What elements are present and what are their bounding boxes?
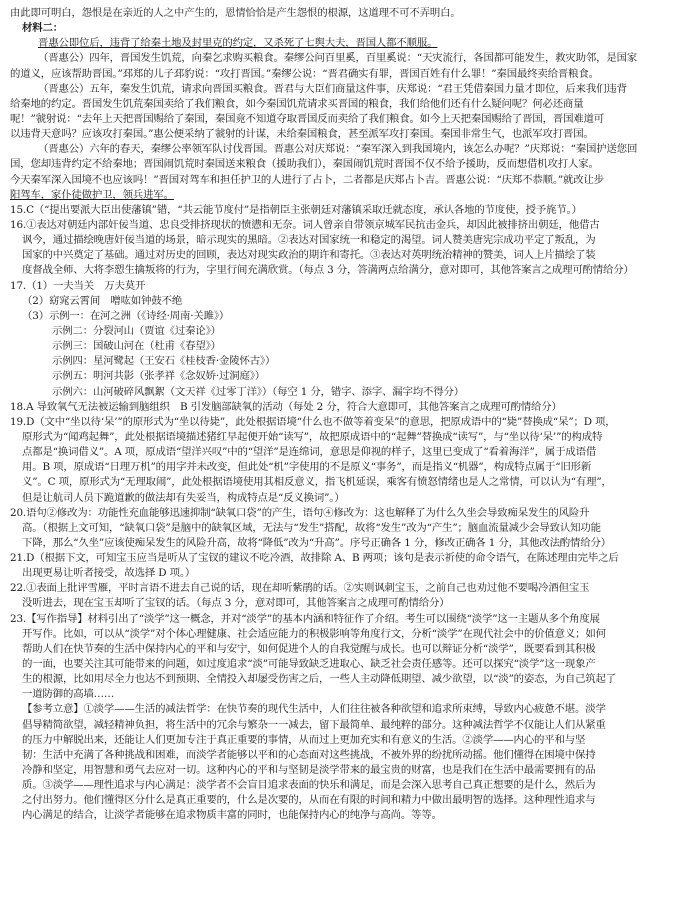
text-line: 呢！”虢射说：“去年上天把晋国赐给了秦国，秦国竟不知道夺取晋国反而卖给了我们粮食。如今上天把秦国赐给了晋国，晋国难道可 xyxy=(10,112,605,125)
section-heading: 材料二： xyxy=(22,22,63,35)
text-line: 但是让航司人员下跪道歉的做法却有失妥当，构成特点是“反义换词”。） xyxy=(22,491,345,504)
answer-19: 19.D（文中“坐以待‘呆’”的原形式为“坐以待毙”，此处根据语境“什么也不做等着变呆”的意思，把原成语中的“毙”替换成“呆”；D 项， xyxy=(10,415,616,428)
text-line: 的一面，也要关注其可能带来的问题，如过度追求“淡”可能导致缺乏进取心、缺乏社会责任感等。还可以探究“淡学”这一现象产 xyxy=(22,658,596,671)
text-line: 内心满足的结合，让淡学者能够在追求物质丰富的同时，也能保持内心的纯净与高尚。等等。 xyxy=(22,809,442,822)
text-line: 点都是“换词借义”。A 项，原成语“望洋兴叹”中的“望洋”是连绵词，意思是仰视的样子，这里已变成了“看着海洋”，属于成语借 xyxy=(22,446,597,459)
text-line: 示例三：国破山河在（杜甫《春望》） xyxy=(52,340,221,353)
text-line: 【参考立意】①淡学——生活的减法哲学：在快节奏的现代生活中，人们往往被各种欲望和追求所束缚，导致内心疲惫不堪。淡学 xyxy=(22,703,606,716)
text-line: 高。（根据上文可知，“缺氧口袋”是脑中的缺氧区域，无法与“发生”搭配，故将“发生”改为“产生”；脑血流量减少会导致认知功能 xyxy=(22,521,601,534)
text-line: 质。③淡学——理性追求与内心满足：淡学者不会盲目追求表面的快乐和满足，而是会深入思考自己真正想要的是什么，然后为 xyxy=(22,779,596,792)
text-line: 国，您却违背约定不给秦地；晋国闹饥荒时秦国送来粮食（援助我们），秦国闹饥荒时晋国不仅不给予援助，反而想借机攻打人家。 xyxy=(10,158,599,171)
text-line: 下降，那么“久坐”应该使痴呆发生的风险升高，故将“降低”改为“升高”。序号正确各 1 分，修改正确各 1 分，其他改法酌情给分） xyxy=(22,536,612,549)
text-line: 帮助人们在快节奏的生活中保持内心的平和与安宁，如何促进个人的自我觉醒与成长。也可以辩证分析“淡学”，既要看到其积极 xyxy=(22,642,596,655)
text-line: 原形式为“闻鸡起舞”，此处根据语境描述猪红早起便开始“读写”，故把原成语中的“起舞”替换成“读写”，与“坐以待‘呆’”的构成特 xyxy=(22,430,603,443)
answer-23: 23.【写作指导】材料引出了“淡学”这一概念，并对“淡学”的基本内涵和特征作了介绍。考生可以围绕“淡学”这一主题从多个角度展 xyxy=(10,612,600,625)
text-line xyxy=(10,188,683,203)
text-line xyxy=(10,36,683,51)
text-line: 由此即可明白，怨恨是在亲近的人之中产生的，恩情恰恰是产生怨恨的根源，这道理不可不弄明白。 xyxy=(10,7,461,19)
answer-20: 20.语句②修改为：功能性充血能够迅速抑制“缺氧口袋”的产生，语句④修改为：这也解释了为什么久坐会导致痴呆发生的风险升 xyxy=(10,506,590,519)
text-line: 没听进去，现在宝玉却听了宝钗的话。（每点 3 分，意对即可，其他答案言之成理可酌情给分） xyxy=(22,597,450,610)
answer-22: 22.①表面上批评雪雁，平时言语不进去自己说的话，现在却听紫鹃的话。②实则讽刺宝玉，之前自己也劝过他不要喝冷酒但宝玉 xyxy=(10,582,590,595)
underlined-text: 阳驾车，家仆徒做护卫，领兵进军。 xyxy=(10,188,174,201)
text-line: 讽今，通过描绘晚唐奸佞当道的场景，暗示现实的黑暗。②表达对国家统一和稳定的渴望。词人赞美唐宪宗成功平定了叛乱，为 xyxy=(22,234,596,247)
text-line: 之付出努力。他们懂得区分什么是真正重要的，什么是次要的，从而在有限的时间和精力中做出最明智的选择。这种理性追求与 xyxy=(22,794,596,807)
text-line: 给秦地的约定。晋国发生饥荒秦国卖给了我们粮食，如今秦国饥荒请求买晋国的粮食，我们给他们还有什么疑问呢？何必还商量 xyxy=(10,97,584,110)
text-line: 开写作。比如，可以从“淡学”对个体心理健康、社会适应能力的积极影响等角度行文，分析“淡学”在现代社会中的价值意义；如何 xyxy=(22,627,606,640)
text-line: （3）示例一：在河之洲（《诗经·周南·关雎》） xyxy=(22,309,230,322)
text-line: 出现更易让听者接受，故选择 D 项。） xyxy=(22,567,196,580)
text-line: 以违背天意吗？应该攻打秦国。”惠公便采纳了虢射的计谋，未给秦国粮食，甚至派军攻打秦国。秦国非常生气，也派军攻打晋国。 xyxy=(10,128,594,141)
text-line: 的道义，应该帮助晋国。”邳郑的儿子邳豹说：“攻打晋国。”秦缪公说：“晋君确实有罪，晋国百姓有什么罪！”秦国最终卖给晋粮食。 xyxy=(10,67,599,80)
underlined-text: 晋惠公即位后，违背了给秦土地及封里克的约定，又杀死了七舆大夫，晋国人都不顺服。 xyxy=(38,37,438,50)
text-line: 示例五：明河共影（张孝祥《念奴娇·过洞庭》） xyxy=(52,370,266,383)
text-line: 国家的中兴奠定了基础。通过对历史的回顾，表达对现实政治的期许和寄托。③表达对英明统治精神的赞美，词人上片描绘了装 xyxy=(22,249,596,262)
text-line: （晋惠公）六年的春天，秦缪公率领军队讨伐晋国。晋惠公对庆郑说：“秦军深入到我国境内，该怎么办呢？”庆郑说：“秦国护送您回 xyxy=(38,143,638,156)
text-line: 的压力中解脱出来，还能让人们更加专注于真正重要的事情，从而过上更加充实和有意义的生活。②淡学——内心的平和与坚 xyxy=(22,733,586,746)
text-line: 一道防御的高墙…… xyxy=(22,688,115,701)
text-line: （晋惠公）四年，晋国发生饥荒，向秦乞求购买粮食。秦缪公问百里奚，百里奚说：“天灾流行，各国都可能发生，救灾助邻，是国家 xyxy=(38,52,638,65)
answer-17: 17.（1）一夫当关 万夫莫开 xyxy=(10,279,146,292)
answer-21: 21.D（根据下文，可知宝玉应当是听从了宝钗的建议不吃冷酒，故排除 A、B 两项；该句是表示祈使的命令语气，在陈述理由完毕之后 xyxy=(10,552,619,565)
text-line: 生的根源，比如用尽全力也达不到预期、全情投入却屡受伤害之后，一些人主动降低期望、减少欲望，以“淡”的姿态，为自己筑起了 xyxy=(22,673,617,686)
text-line: 今天秦军深入国境不也应该吗！”晋国对驾车和担任护卫的人进行了占卜，二者都是庆郑占卜吉。晋惠公说：“庆郑不恭顺。”就改让步 xyxy=(10,173,604,186)
text-line: （2）窈窕云霄间 噌吰如钟鼓不绝 xyxy=(22,294,183,307)
text-line: 用。B 项，原成语“日理万机”的用字并未改变，但此处“机”字使用的不是原义“事务”，而是指义“机器”，构成特点属于“旧形新 xyxy=(22,461,592,474)
answer-16: 16.①表达对朝廷内部奸佞当道、忠良受排挤现状的愤懑和无奈。词人曾亲自带领京城军民抗击金兵，却因此被排挤出朝廷，他借古 xyxy=(10,218,600,231)
text-line: 义”。C 项，原形式为“无理取闹”，此处根据语境使用其相反意义，指飞机延误，乘客有愤怒情绪也是人之常情，可以认为“有理”， xyxy=(22,476,612,489)
text-line: 示例六：山河破碎风飘絮（文天祥《过零丁洋》）（每空 1 分，错字、添字、漏字均不得分） xyxy=(52,385,464,398)
text-line: 示例四：星河鹭起（王安石《桂枝香·金陵怀古》） xyxy=(52,355,276,368)
answer-18: 18.A 导致氧气无法被运输到脑组织 B 引发脑部缺氧的活动（每处 2 分，符合大意即可，其他答案言之成理可酌情给分） xyxy=(10,400,562,413)
text-line: 倡导精简欲望，减轻精神负担，将生活中的冗余与繁杂一一减去，留下最简单、最纯粹的部分。这种减法哲学不仅能让人们从紧重 xyxy=(22,718,606,731)
text-line: 冷静和坚定，用智慧和勇气去应对一切。这种内心的平和与坚韧是淡学带来的最宝贵的财富，也是我们在生活中最需要拥有的品 xyxy=(22,764,596,777)
text-line: 度督战全师、大将李愬生擒叛将的行为，字里行间充满欣赏。（每点 3 分，答满两点给满分，意对即可，其他答案言之成理可酌情给分） xyxy=(22,264,634,277)
answer-15: 15.C（“提出要派大臣出使藩镇”错，“共云能节度付”是指朝臣主张朝廷对藩镇采取迁就态度，承认各地的节度使，授予旄节。） xyxy=(10,203,582,216)
text-line: （晋惠公）五年，秦发生饥荒，请求向晋国买粮食。晋君与大臣们商量这件事，庆郑说：“君王凭借秦国力量才即位，后来我们违背 xyxy=(38,82,627,95)
text-line: 韧：生活中充满了各种挑战和困难，而淡学者能够以平和的心态面对这些挑战，不被外界的纷扰所动摇。他们懂得在困境中保持 xyxy=(22,748,596,761)
text-line: 示例二：分裂河山（贾谊《过秦论》） xyxy=(52,324,221,337)
